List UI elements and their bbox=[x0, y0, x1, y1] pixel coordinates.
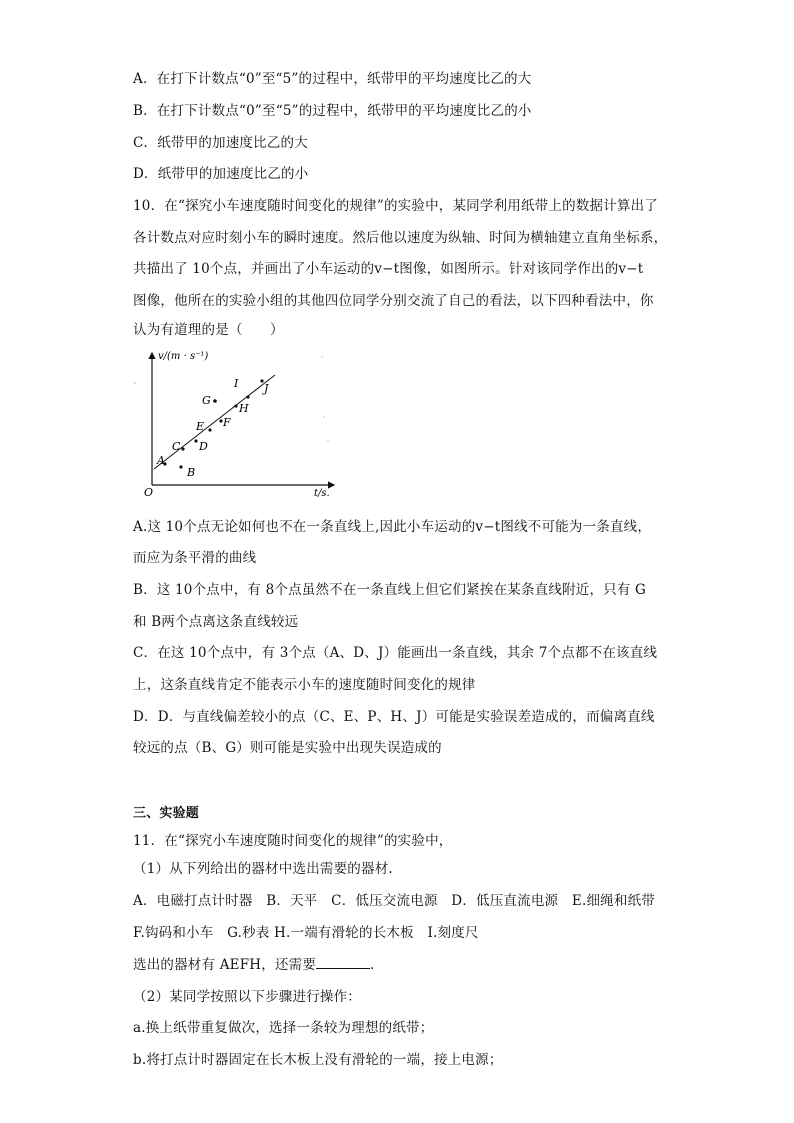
q10-stem-line: 共描出了 10个点，并画出了小车运动的v−t图像，如图所示。针对该同学作出的v−t bbox=[133, 261, 644, 277]
point-i bbox=[246, 395, 249, 398]
point-b bbox=[179, 465, 182, 468]
q10-stem-line: 图像，他所在的实验小组的其他四位同学分别交流了自己的看法，以下四种看法中，你 bbox=[133, 293, 654, 309]
step-b: b.将打点计时器固定在长木板上没有滑轮的一端，接上电源； bbox=[133, 1052, 503, 1068]
q10-option-line: A.这 10个点无论如何也不在一条直线上,因此小车运动的v−t图线不可能为一条直线， bbox=[133, 519, 652, 535]
q10-option-line: D．D．与直线偏差较小的点（C、E、P、H、J）可能是实验误差造成的，而偏离直线 bbox=[133, 709, 655, 725]
q10-option-line: 和 B两个点离这条直线较远 bbox=[133, 614, 299, 630]
point-e-label: E bbox=[196, 420, 205, 433]
y-axis-label: v/(m · s⁻¹) bbox=[158, 351, 209, 362]
q10-option-line: 较远的点（B、G）则可能是实验中出现失误造成的 bbox=[133, 740, 442, 756]
q11-part1: （1）从下列给出的器材中选出需要的器材. bbox=[133, 861, 393, 877]
point-i-label: I bbox=[234, 377, 239, 390]
point-c bbox=[181, 447, 184, 450]
fit-line bbox=[154, 375, 275, 469]
point-d bbox=[194, 439, 197, 442]
point-c-label: C bbox=[172, 440, 181, 453]
point-a-label: A bbox=[157, 454, 165, 467]
q10-option-line: 上，这条直线肯定不能表示小车的速度随时间变化的规律 bbox=[133, 677, 476, 693]
answer-blank[interactable] bbox=[316, 956, 370, 969]
q9-option-a: A．在打下计数点“0”至“5”的过程中，纸带甲的平均速度比乙的大 bbox=[133, 71, 532, 87]
q9-option-b: B．在打下计数点“0”至“5”的过程中，纸带甲的平均速度比乙的小 bbox=[133, 103, 532, 119]
selected-equipment-line bbox=[133, 953, 375, 973]
q11-part2: （2）某同学按照以下步骤进行操作： bbox=[133, 989, 361, 1005]
equipment-list-line: A．电磁打点计时器 B．天平 C．低压交流电源 D．低压直流电源 E.细绳和纸带 bbox=[133, 893, 655, 909]
point-f-label: F bbox=[223, 416, 231, 429]
scan-speck bbox=[327, 440, 328, 441]
origin-label: O bbox=[144, 486, 154, 499]
point-b-label: B bbox=[187, 466, 196, 479]
point-e bbox=[208, 428, 211, 431]
q9-option-c: C．纸带甲的加速度比乙的大 bbox=[133, 135, 308, 151]
selected-suffix: . bbox=[370, 957, 375, 973]
q10-stem-line: 10．在“探究小车速度随时间变化的规律”的实验中，某同学利用纸带上的数据计算出了 bbox=[133, 198, 658, 214]
step-a: a.换上纸带重复做次，选择一条较为理想的纸带； bbox=[133, 1020, 434, 1036]
q10-stem-line: 各计数点对应时刻小车的瞬时速度。然后他以速度为纵轴、时间为横轴建立直角坐标系， bbox=[133, 230, 668, 246]
scan-speck bbox=[321, 356, 322, 357]
q10-option-line: C．在这 10个点中，有 3个点（A、D、J）能画出一条直线，其余 7个点都不在该直线 bbox=[133, 645, 658, 661]
q10-option-line: B．这 10个点中，有 8个点虽然不在一条直线上但它们紧挨在某条直线附近，只有 G bbox=[133, 582, 647, 598]
vt-graph-figure bbox=[132, 345, 362, 503]
point-h bbox=[234, 404, 237, 407]
q9-option-d: D．纸带甲的加速度比乙的小 bbox=[133, 166, 309, 182]
point-g-label: G bbox=[202, 394, 211, 407]
q10-option-line: 而应为条平滑的曲线 bbox=[133, 550, 257, 566]
point-h-label: H bbox=[239, 402, 249, 415]
equipment-list-line: F.钩码和小车 G.秒表 H.一端有滑轮的长木板 I.刻度尺 bbox=[133, 925, 479, 941]
point-d-label: D bbox=[199, 440, 208, 453]
scan-speck bbox=[323, 416, 324, 417]
point-j-label: J bbox=[264, 382, 269, 395]
section-title: 三、实验题 bbox=[133, 806, 200, 821]
point-g bbox=[213, 399, 217, 403]
x-axis-label: t/s. bbox=[314, 488, 330, 499]
scan-speck bbox=[134, 382, 135, 383]
q11-stem: 11．在“探究小车速度随时间变化的规律”的实验中， bbox=[133, 833, 453, 849]
selected-prefix: 选出的器材有 AEFH，还需要 bbox=[133, 957, 317, 973]
q10-stem-line: 认为有道理的是（ ） bbox=[133, 322, 284, 338]
